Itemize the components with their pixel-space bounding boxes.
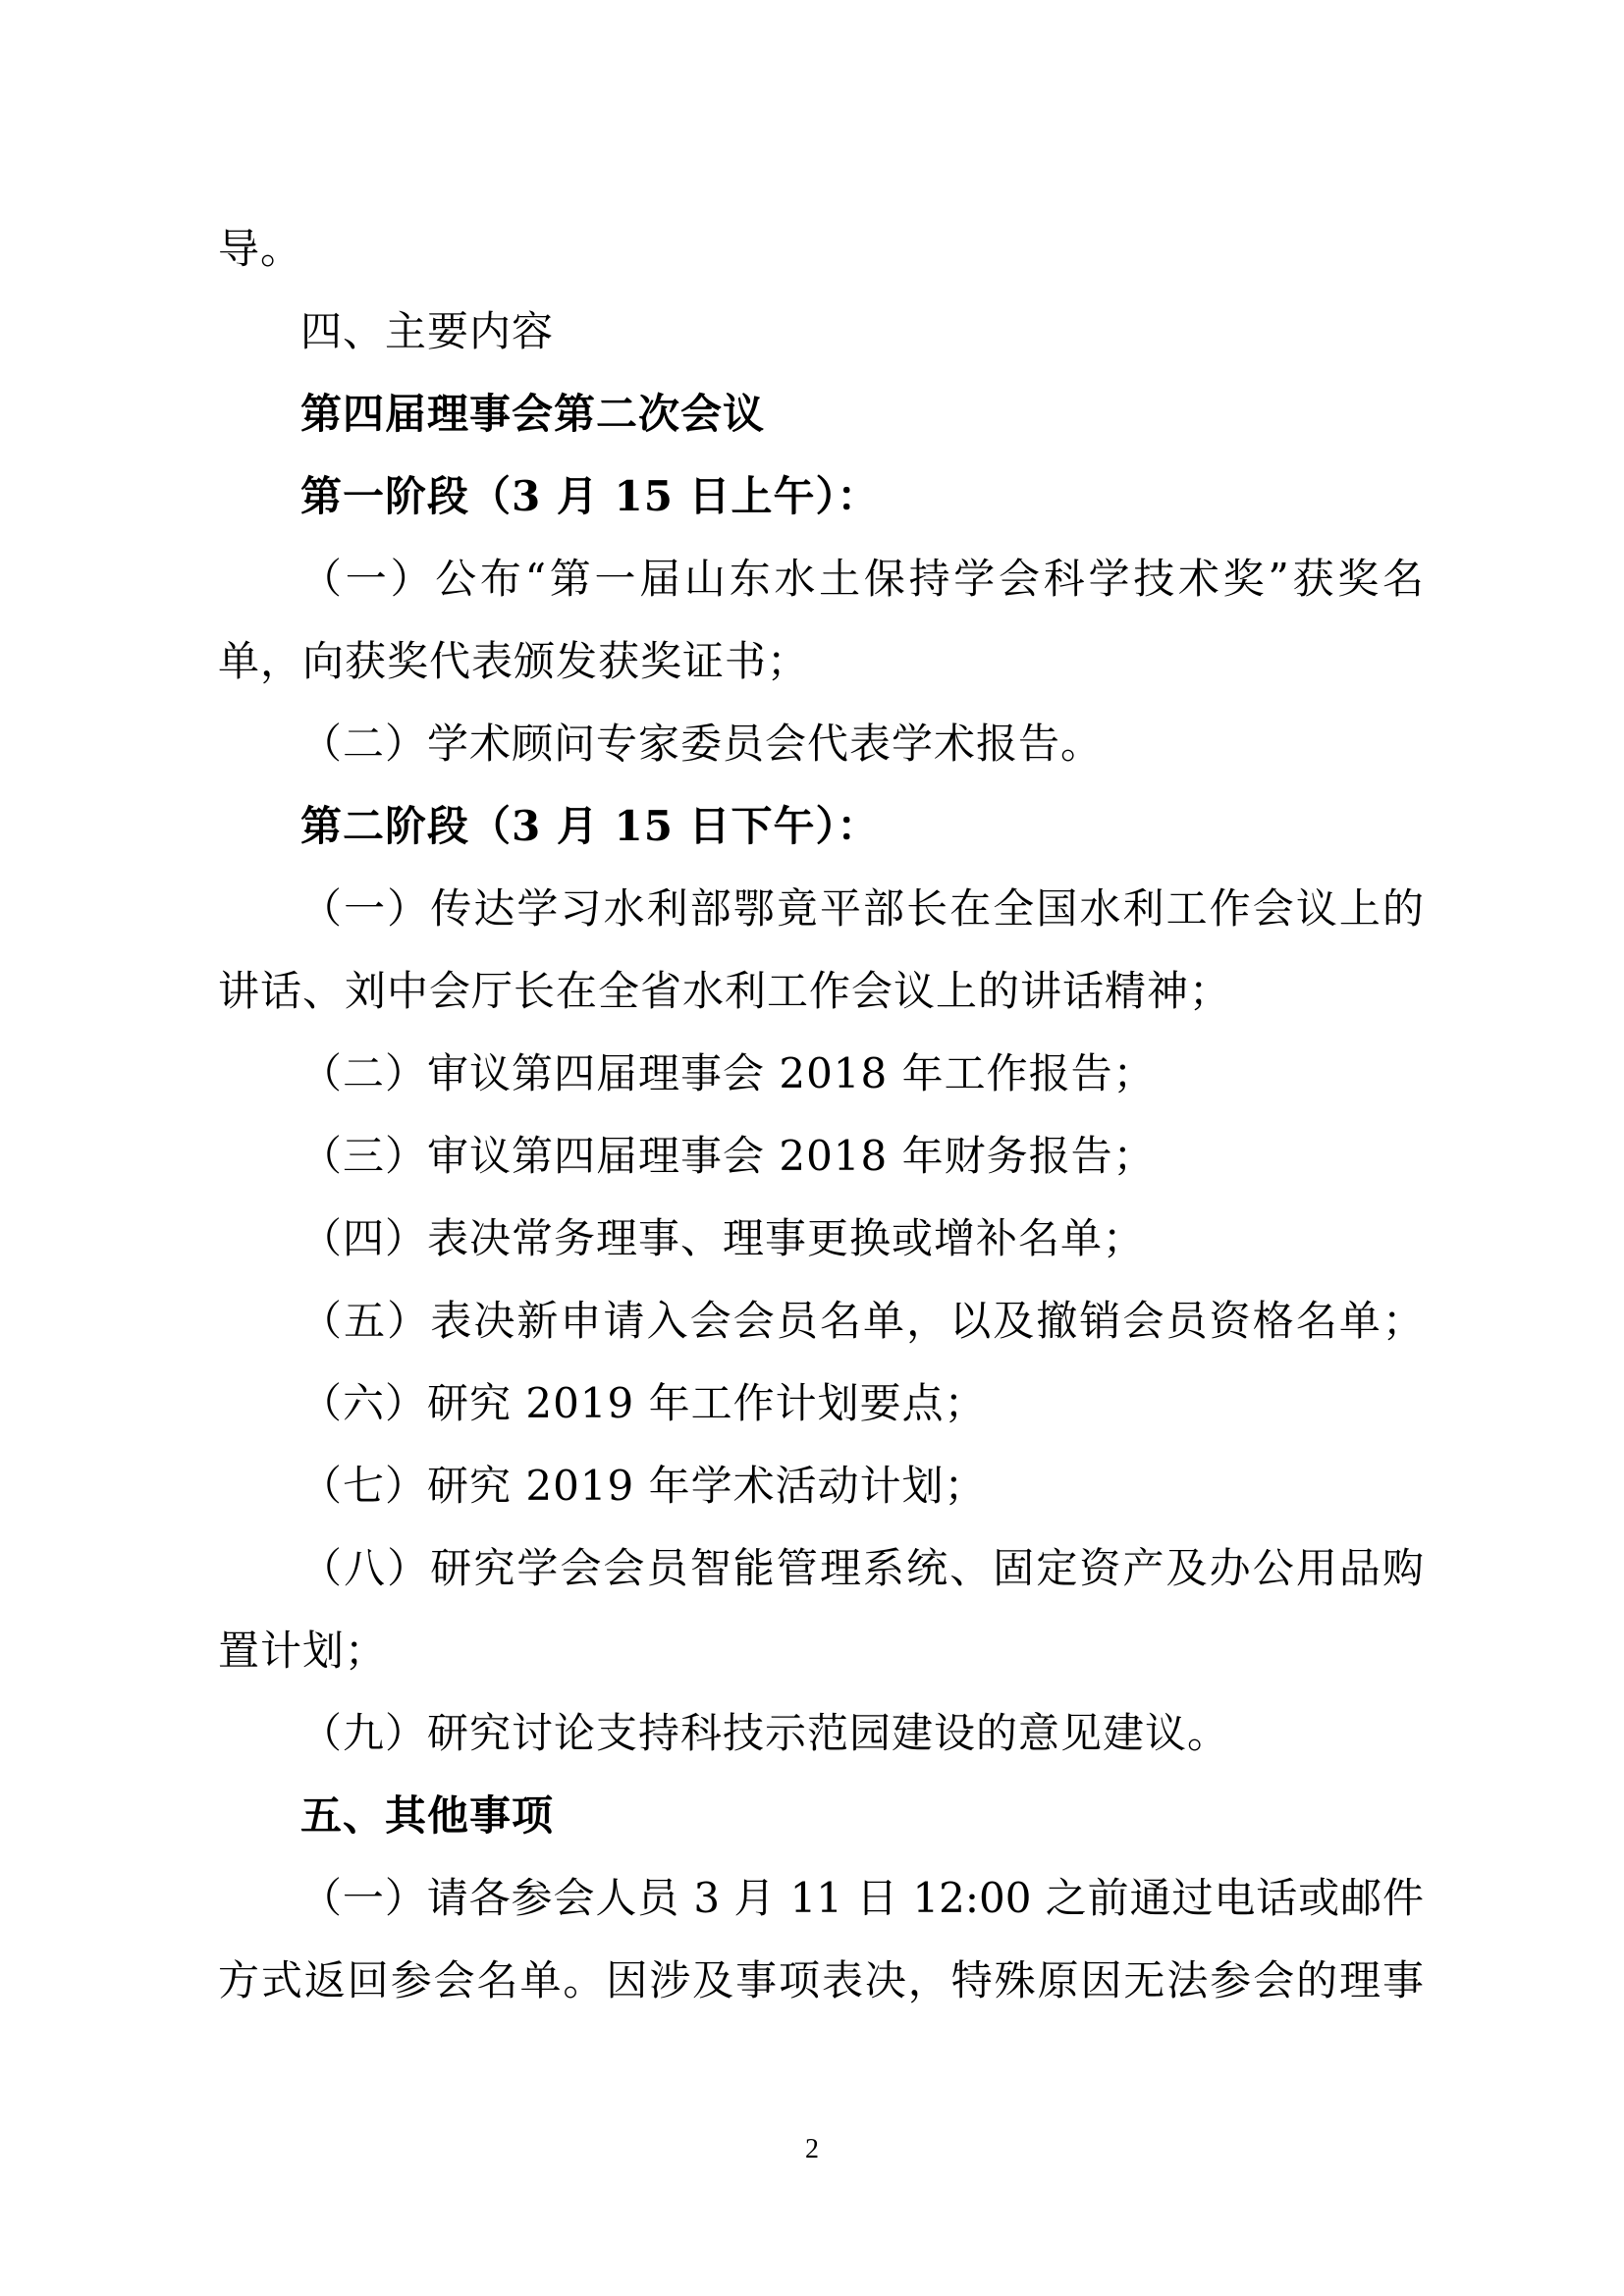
stage-two-item-2: （二）审议第四届理事会 2018 年工作报告；: [300, 1049, 1156, 1097]
stage-one-heading: 第一阶段（3 月 15 日上午）：: [300, 472, 880, 520]
stage-two-item-4: （四）表决常务理事、理事更换或增补名单；: [300, 1214, 1146, 1262]
stage-one-item-1: （一）公布“第一届山东水土保持学会科学技术奖”获奖名: [300, 555, 1424, 603]
stage-one-item-2: （二）学术顾问专家委员会代表学术报告。: [300, 720, 1104, 768]
page-number: 2: [805, 2134, 819, 2164]
other-matters-item-1-continuation: 方式返回参会名单。因涉及事项表决，特殊原因无法参会的理事: [218, 1956, 1424, 2004]
section-heading-other-matters: 五、其他事项: [300, 1791, 555, 1840]
stage-two-item-8: （八）研究学会会员智能管理系统、固定资产及办公用品购: [300, 1544, 1424, 1592]
stage-two-item-9: （九）研究讨论支持科技示范园建设的意见建议。: [300, 1709, 1230, 1757]
stage-two-item-3: （三）审议第四届理事会 2018 年财务报告；: [300, 1132, 1156, 1180]
meeting-title: 第四届理事会第二次会议: [300, 390, 766, 438]
paragraph-continuation: 导。: [218, 225, 303, 273]
stage-two-item-7: （七）研究 2019 年学术活动计划；: [300, 1462, 987, 1510]
stage-two-heading: 第二阶段（3 月 15 日下午）：: [300, 802, 880, 850]
stage-two-item-5: （五）表决新申请入会会员名单，以及撤销会员资格名单；: [300, 1297, 1424, 1345]
other-matters-item-1: （一）请各参会人员 3 月 11 日 12:00 之前通过电话或邮件: [300, 1874, 1424, 1922]
stage-two-item-1: （一）传达学习水利部鄂竟平部长在全国水利工作会议上的: [300, 884, 1424, 933]
section-heading-main-content: 四、主要内容: [300, 307, 555, 355]
stage-two-item-8-continuation: 置计划；: [218, 1627, 388, 1675]
stage-two-item-1-continuation: 讲话、刘中会厅长在全省水利工作会议上的讲话精神；: [218, 967, 1232, 1015]
stage-two-item-6: （六）研究 2019 年工作计划要点；: [300, 1379, 987, 1427]
stage-one-item-1-continuation: 单，向获奖代表颁发获奖证书；: [218, 637, 810, 685]
